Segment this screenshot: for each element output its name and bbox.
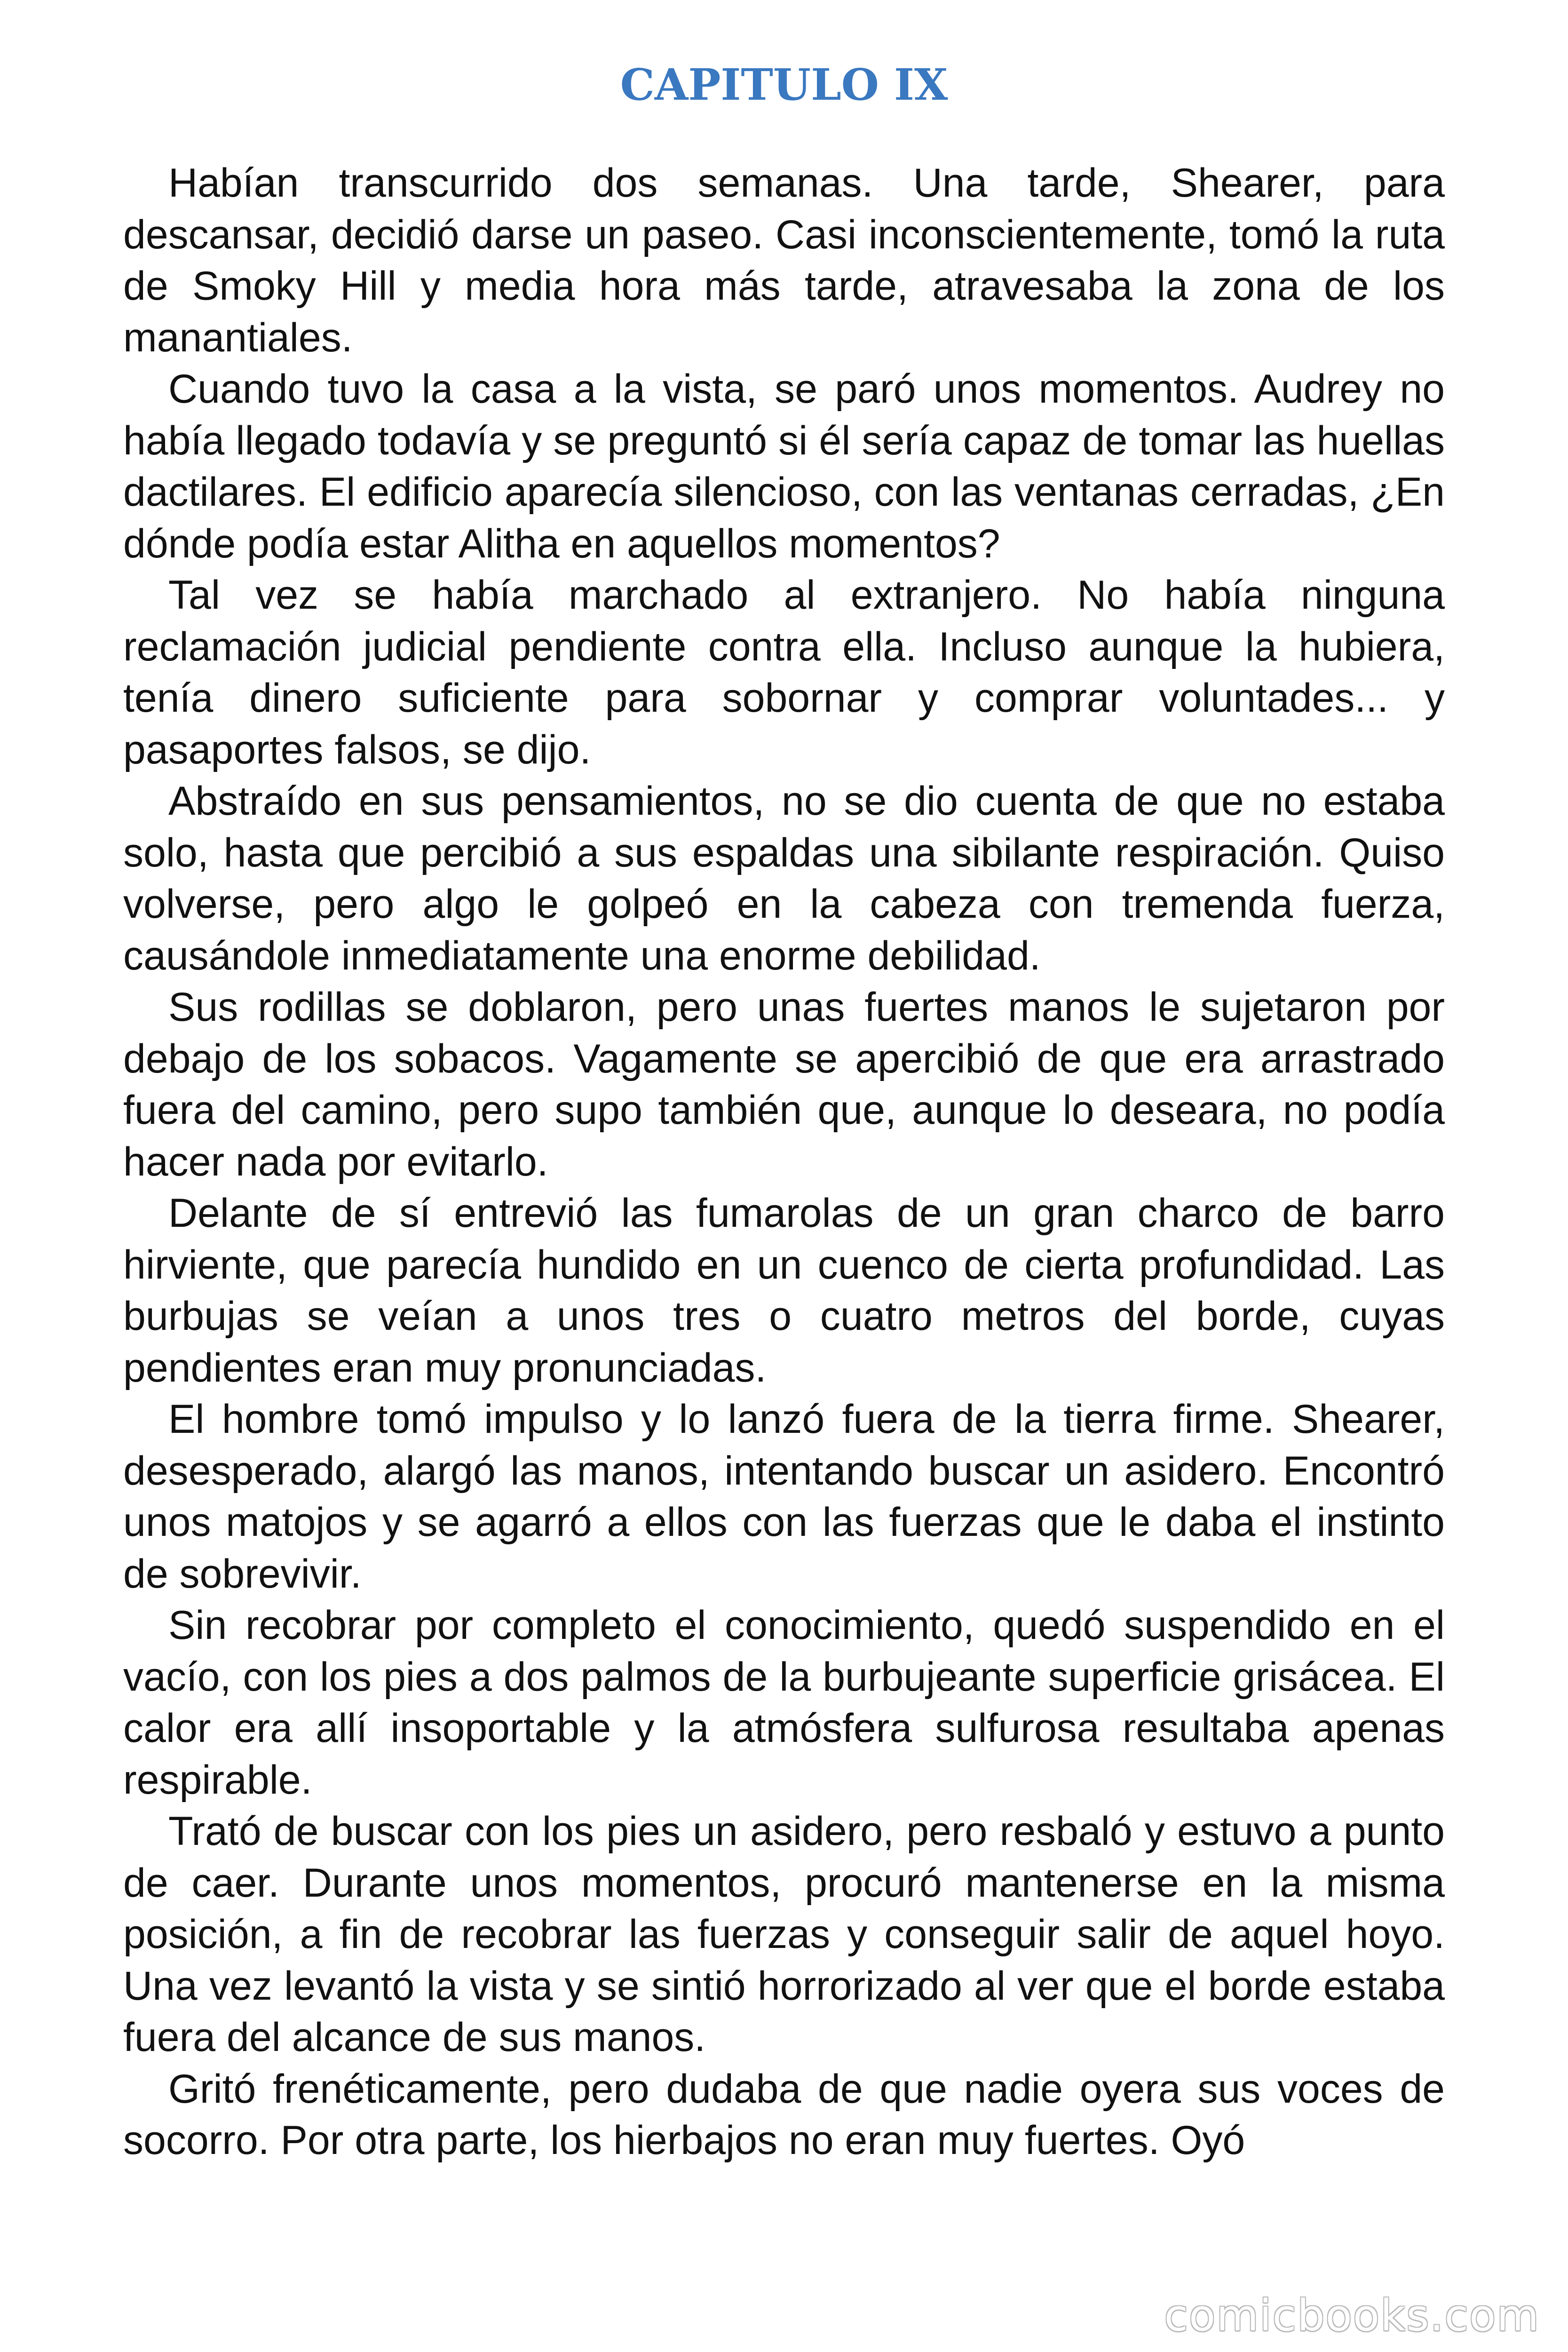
chapter-title: CAPITULO IX <box>620 59 948 110</box>
paragraph: Cuando tuvo la casa a la vista, se paró unos momentos. Audrey no había llegado todavía y se preguntó si él sería capaz de tomar las huellas dactilares. El edificio aparecía silencioso, con las ventanas cerradas, ¿En dónde podía estar Alitha en aquellos momentos? <box>123 366 1445 566</box>
paragraph: Delante de sí entrevió las fumarolas de un gran charco de barro hirviente, que parecía hundido en un cuenco de cierta profundidad. Las burbujas se veían a unos tres o cuatro metros del borde, cuyas pendientes eran muy pronunciadas. <box>123 1191 1445 1391</box>
paragraph: Sus rodillas se doblaron, pero unas fuertes manos le sujetaron por debajo de los sobacos. Vagamente se apercibió de que era arrastrado fuera del camino, pero supo también que, aunque lo deseara, no podía hacer nada por evitarlo. <box>123 985 1445 1184</box>
paragraph: Habían transcurrido dos semanas. Una tarde, Shearer, para descansar, decidió darse un paseo. Casi inconscientemente, tomó la ruta de Smoky Hill y media hora más tarde, atravesaba la zona de los manantiales. <box>123 160 1445 360</box>
paragraph: Tal vez se había marchado al extranjero. No había ninguna reclamación judicial pendiente contra ella. Incluso aunque la hubiera, tenía dinero suficiente para sobornar y comprar voluntades... y pasaportes falsos, se dijo. <box>123 572 1445 772</box>
paragraph: Gritó frenéticamente, pero dudaba de que nadie oyera sus voces de socorro. Por otra parte, los hierbajos no eran muy fuertes. Oyó <box>123 2066 1445 2163</box>
paragraph: Trató de buscar con los pies un asidero, pero resbaló y estuvo a punto de caer. Durante unos momentos, procuró mantenerse en la misma posición, a fin de recobrar las fuerzas y conseguir salir de aquel hoyo. Una vez levantó la vista y se sintió horrorizado al ver que el borde estaba fuera del alcance de sus manos. <box>123 1809 1445 2060</box>
paragraph: Sin recobrar por completo el conocimiento, quedó suspendido en el vacío, con los pies a dos palmos de la burbujeante superficie grisácea. El calor era allí insoportable y la atmósfera sulfurosa resultaba apenas respirable. <box>123 1603 1445 1803</box>
paragraph: Abstraído en sus pensamientos, no se dio cuenta de que no estaba solo, hasta que percibió a sus espaldas una sibilante respiración. Quiso volverse, pero algo le golpeó en la cabeza con tremenda fuerza, causándole inmediatamente una enorme debilidad. <box>123 779 1445 978</box>
watermark: comicbooks.com <box>1164 2290 1540 2341</box>
chapter-body <box>123 158 1445 2167</box>
paragraph: El hombre tomó impulso y lo lanzó fuera de la tierra firme. Shearer, desesperado, alargó las manos, intentando buscar un asidero. Encontró unos matojos y se agarró a ellos con las fuerzas que le daba el instinto de sobrevivir. <box>123 1397 1445 1597</box>
